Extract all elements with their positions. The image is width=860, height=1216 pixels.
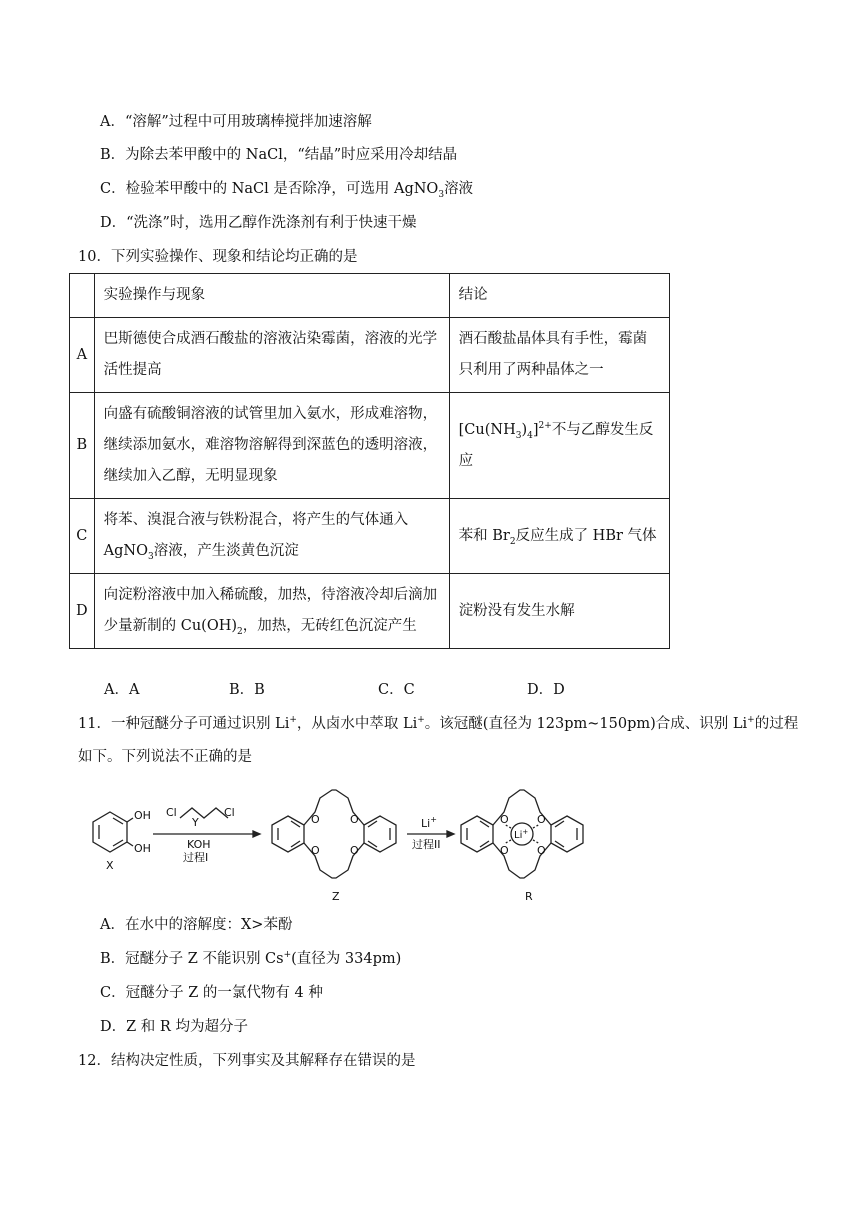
- table-row: [70, 574, 670, 649]
- header-conclusion: 结论: [449, 274, 669, 318]
- q12-stem: 12．结构决定性质，下列事实及其解释存在错误的是: [78, 1053, 416, 1069]
- oxygen-label: O: [500, 844, 509, 857]
- row-label: A: [70, 318, 95, 393]
- oxygen-label: O: [537, 844, 546, 857]
- li-label: Li+: [421, 815, 437, 830]
- q9-option-c: C．检验苯甲酸中的 NaCl 是否除净，可选用 AgNO$_3$溶液: [100, 181, 474, 200]
- table-row: [70, 318, 670, 393]
- q10-choice-b: B．B: [229, 682, 265, 698]
- q11-stem-line2: 如下。下列说法不正确的是: [78, 749, 252, 765]
- row-conclusion: 苯和 $Br_2$反应生成了 HBr 气体: [449, 499, 669, 574]
- crown-ether-reaction-diagram: [70, 782, 610, 907]
- oxygen-label: O: [350, 844, 359, 857]
- li-ion-label: Li+: [514, 828, 529, 841]
- oxygen-label: O: [311, 813, 320, 826]
- oh-label: OH: [134, 842, 151, 855]
- row-label: B: [70, 393, 95, 499]
- crown-ether-structure-z: [272, 790, 396, 878]
- q11-option-a: A．在水中的溶解度：X>苯酚: [100, 917, 293, 933]
- experiment-table: [69, 273, 670, 649]
- step1-label: 过程I: [183, 851, 209, 864]
- q11-option-d: D．Z 和 R 均为超分子: [100, 1019, 248, 1035]
- oxygen-label: O: [350, 813, 359, 826]
- koh-label: KOH: [187, 838, 211, 851]
- catechol-structure-x: [93, 812, 133, 852]
- x-label: X: [106, 859, 114, 872]
- oxygen-label: O: [500, 813, 509, 826]
- row-operation: 将苯、溴混合液与铁粉混合，将产生的气体通入 AgNO$_3$溶液，产生淡黄色沉淀: [94, 499, 449, 574]
- table-row: [70, 393, 670, 499]
- row-label: D: [70, 574, 95, 649]
- z-label: Z: [332, 890, 340, 903]
- header-operation: 实验操作与现象: [94, 274, 449, 318]
- y-label: Y: [192, 816, 199, 829]
- q10-stem: 10．下列实验操作、现象和结论均正确的是: [78, 249, 358, 265]
- row-conclusion: $[Cu(NH_3)_4]^{2+}$不与乙醇发生反应: [449, 393, 669, 499]
- row-operation: 巴斯德使合成酒石酸盐的溶液沾染霉菌，溶液的光学活性提高: [94, 318, 449, 393]
- q11-option-b: B．冠醚分子 Z 不能识别 Cs+(直径为 334pm): [100, 950, 402, 967]
- oh-label: OH: [134, 809, 151, 822]
- oxygen-label: O: [311, 844, 320, 857]
- table-header-row: [70, 274, 670, 318]
- q10-choice-c: C．C: [378, 682, 415, 698]
- table-row: [70, 499, 670, 574]
- r-label: R: [525, 890, 533, 903]
- cl-label: Cl: [224, 806, 235, 819]
- cl-label: Cl: [166, 806, 177, 819]
- oxygen-label: O: [537, 813, 546, 826]
- q9-option-a: A．“溶解”过程中可用玻璃棒搅拌加速溶解: [100, 114, 372, 130]
- header-blank: [70, 274, 95, 318]
- q9-option-d: D．“洗涤”时，选用乙醇作洗涤剂有利于快速干燥: [100, 215, 417, 231]
- q11-stem-line1: 11．一种冠醚分子可通过识别 Li+，从卤水中萃取 Li+。该冠醚(直径为 123pm~150pm)合成、识别 Li+的过程: [78, 715, 799, 732]
- q11-option-c: C．冠醚分子 Z 的一氯代物有 4 种: [100, 985, 323, 1001]
- q9-option-b: B．为除去苯甲酸中的 NaCl，“结晶”时应采用冷却结晶: [100, 147, 458, 163]
- q10-choice-a: A．A: [104, 682, 140, 698]
- row-operation: 向淀粉溶液中加入稀硫酸，加热，待溶液冷却后滴加少量新制的 $Cu(OH)_2$，加热，无砖红色沉淀产生: [94, 574, 449, 649]
- q10-choice-d: D．D: [527, 682, 565, 698]
- row-label: C: [70, 499, 95, 574]
- row-conclusion: 淀粉没有发生水解: [449, 574, 669, 649]
- step2-label: 过程II: [412, 838, 441, 851]
- row-conclusion: 酒石酸盐晶体具有手性，霉菌只利用了两种晶体之一: [449, 318, 669, 393]
- row-operation: 向盛有硫酸铜溶液的试管里加入氨水，形成难溶物，继续添加氨水，难溶物溶解得到深蓝色的透明溶液，继续加入乙醇，无明显现象: [94, 393, 449, 499]
